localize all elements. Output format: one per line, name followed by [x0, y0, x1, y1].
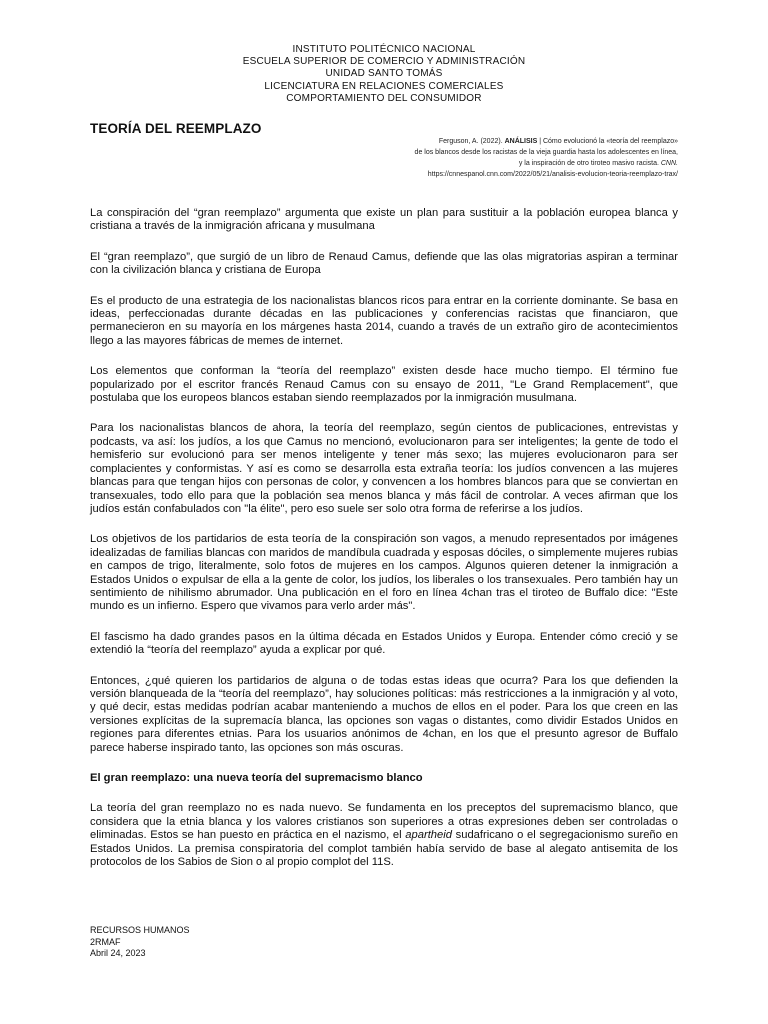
- header-line-course: COMPORTAMIENTO DEL CONSUMIDOR: [286, 92, 482, 104]
- citation-block: [415, 136, 678, 180]
- paragraph-5: Para los nacionalistas blancos de ahora, la teoría del reemplazo, según cientos de publicaciones, entrevistas y podcasts, va así: los judíos, a los que Camus no mencionó, evolucionaron para ser inteligentes; la gente de todo el hemisferio sur evolucionó para ser menos inteligente y tener más sexo; las mujeres evolucionaron para ser complacientes y conformistas. Y así es como se desarrolla esta extraña teoría: los judíos convencen a las mujeres blancas para que tengan hijos con personas de color, y convencen a los hombres blancos para que se conviertan en transexuales, todo ello para que la población sea menos blanca y más fácil de controlar. A veces afirman que los judíos están confabulados con "la élite", pero eso suele ser solo otra forma de referirse a los judíos.: [90, 422, 678, 515]
- paragraph-8: Entonces, ¿qué quieren los partidarios de alguna o de todas estas ideas que ocurra? Para los que defienden la versión blanqueada de la “teoría del reemplazo”, hay soluciones políticas: más restricciones a la inmigración y al voto, y qué decir, estas medidas podrían acabar manteniendo a muchos de ellos en el poder. Para los que creen en las versiones explícitas de la supremacía blanca, las opciones son vagas o distantes, como dividir Estados Unidos en regiones para diferentes etnias. Para los usuarios anónimos de 4chan, en los que el presunto agresor de Buffalo parece haberse inspirado tanto, las opciones son más oscuras.: [90, 674, 678, 754]
- citation-line-2: de los blancos desde los racistas de la vieja guardia hasta los adolescentes en línea,: [414, 149, 678, 156]
- paragraph-3: Es el producto de una estrategia de los nacionalistas blancos ricos para entrar en la corriente dominante. Se basa en ideas, perfeccionadas durante décadas en las publicaciones y conferencias racistas que financiaron, que permanecieron en su mayoría en los márgenes hasta 2014, cuando a través de un extraño giro de acontecimientos llego a las mayores fábricas de memes de internet.: [90, 294, 678, 347]
- document-title: TEORÍA DEL REEMPLAZO: [90, 121, 262, 136]
- paragraph-9: La teoría del gran reemplazo no es nada nuevo. Se fundamenta en los preceptos del supremacismo blanco, que considera que la etnia blanca y los valores cristianos son superiores a otras expresiones deben ser controladas o eliminadas. Estos se han puesto en práctica en el nazismo, el apartheid sudafricano o el segregacionismo sureño en Estados Unidos. La premisa conspiratoria del complot también había servido de base al alegato antisemita de los protocolos de los Sabios de Sion o al propio complot del 11S.: [90, 802, 678, 869]
- paragraph-1: La conspiración del “gran reemplazo” argumenta que existe un plan para sustituir a la población europea blanca y cristiana a través de la inmigración africana y musulmana: [90, 207, 678, 233]
- header-line-degree: LICENCIATURA EN RELACIONES COMERCIALES: [264, 80, 504, 92]
- citation-line-1: Ferguson, A. (2022). ANÁLISIS | Cómo evolucionó la «teoría del reemplazo»: [438, 138, 678, 145]
- footer-date: Abril 24, 2023: [90, 948, 146, 958]
- header-line-institute: INSTITUTO POLITÉCNICO NACIONAL: [292, 44, 476, 55]
- footer-group: 2RMAF: [90, 936, 121, 947]
- footer-department: RECURSOS HUMANOS: [90, 925, 190, 935]
- paragraph-2: El “gran reemplazo”, que surgió de un libro de Renaud Camus, defiende que las olas migratorias aspiran a terminar con la civilización blanca y cristiana de Europa: [90, 250, 678, 277]
- citation-url: https://cnnespanol.cnn.com/2022/05/21/analisis-evolucion-teoria-reemplazo-trax/: [427, 171, 678, 178]
- institution-header: [0, 44, 768, 105]
- citation-bold: ANÁLISIS: [504, 138, 538, 145]
- footer-block: [90, 925, 190, 960]
- citation-source: CNN.: [660, 160, 678, 167]
- header-line-unit: UNIDAD SANTO TOMÁS: [325, 68, 443, 80]
- paragraph-7: El fascismo ha dado grandes pasos en la última década en Estados Unidos y Europa. Entender cómo creció y se extendió la “teoría del reemplazo” ayuda a explicar por qué.: [90, 630, 678, 657]
- italic-term: apartheid: [405, 829, 452, 842]
- paragraph-4: Los elementos que conforman la “teoría del reemplazo” existen desde hace mucho tiempo. El término fue popularizado por el escritor francés Renaud Camus con su ensayo de 2011, "Le Grand Remplacement", que postulaba que los europeos blancos estaban siendo reemplazados por la inmigración musulmana.: [90, 365, 678, 405]
- header-line-school: ESCUELA SUPERIOR DE COMERCIO Y ADMINISTRACIÓN: [242, 56, 526, 68]
- document-body: [90, 207, 678, 886]
- citation-line-3: y la inspiración de otro tiroteo masivo racista. CNN.: [518, 160, 678, 167]
- section-subheading: El gran reemplazo: una nueva teoría del supremacismo blanco: [90, 772, 423, 784]
- paragraph-6: Los objetivos de los partidarios de esta teoría de la conspiración son vagos, a menudo representados por imágenes idealizadas de familias blancas con maridos de mandíbula cuadrada y esposas dóciles, o simplemente mujeres rubias en campos de trigo, literalmente, solo fotos de mujeres en los campos. Algunos quieren detener la inmigración a Estados Unidos o expulsar de ella a la gente de color, los judíos, los liberales o los transexuales. Pero también hay un sentimiento de nihilismo abrumador. Una publicación en el foro en línea 4chan tras el tiroteo de Buffalo dice: "Este mundo es un infierno. Espero que vivamos para verlo arder más".: [90, 533, 678, 613]
